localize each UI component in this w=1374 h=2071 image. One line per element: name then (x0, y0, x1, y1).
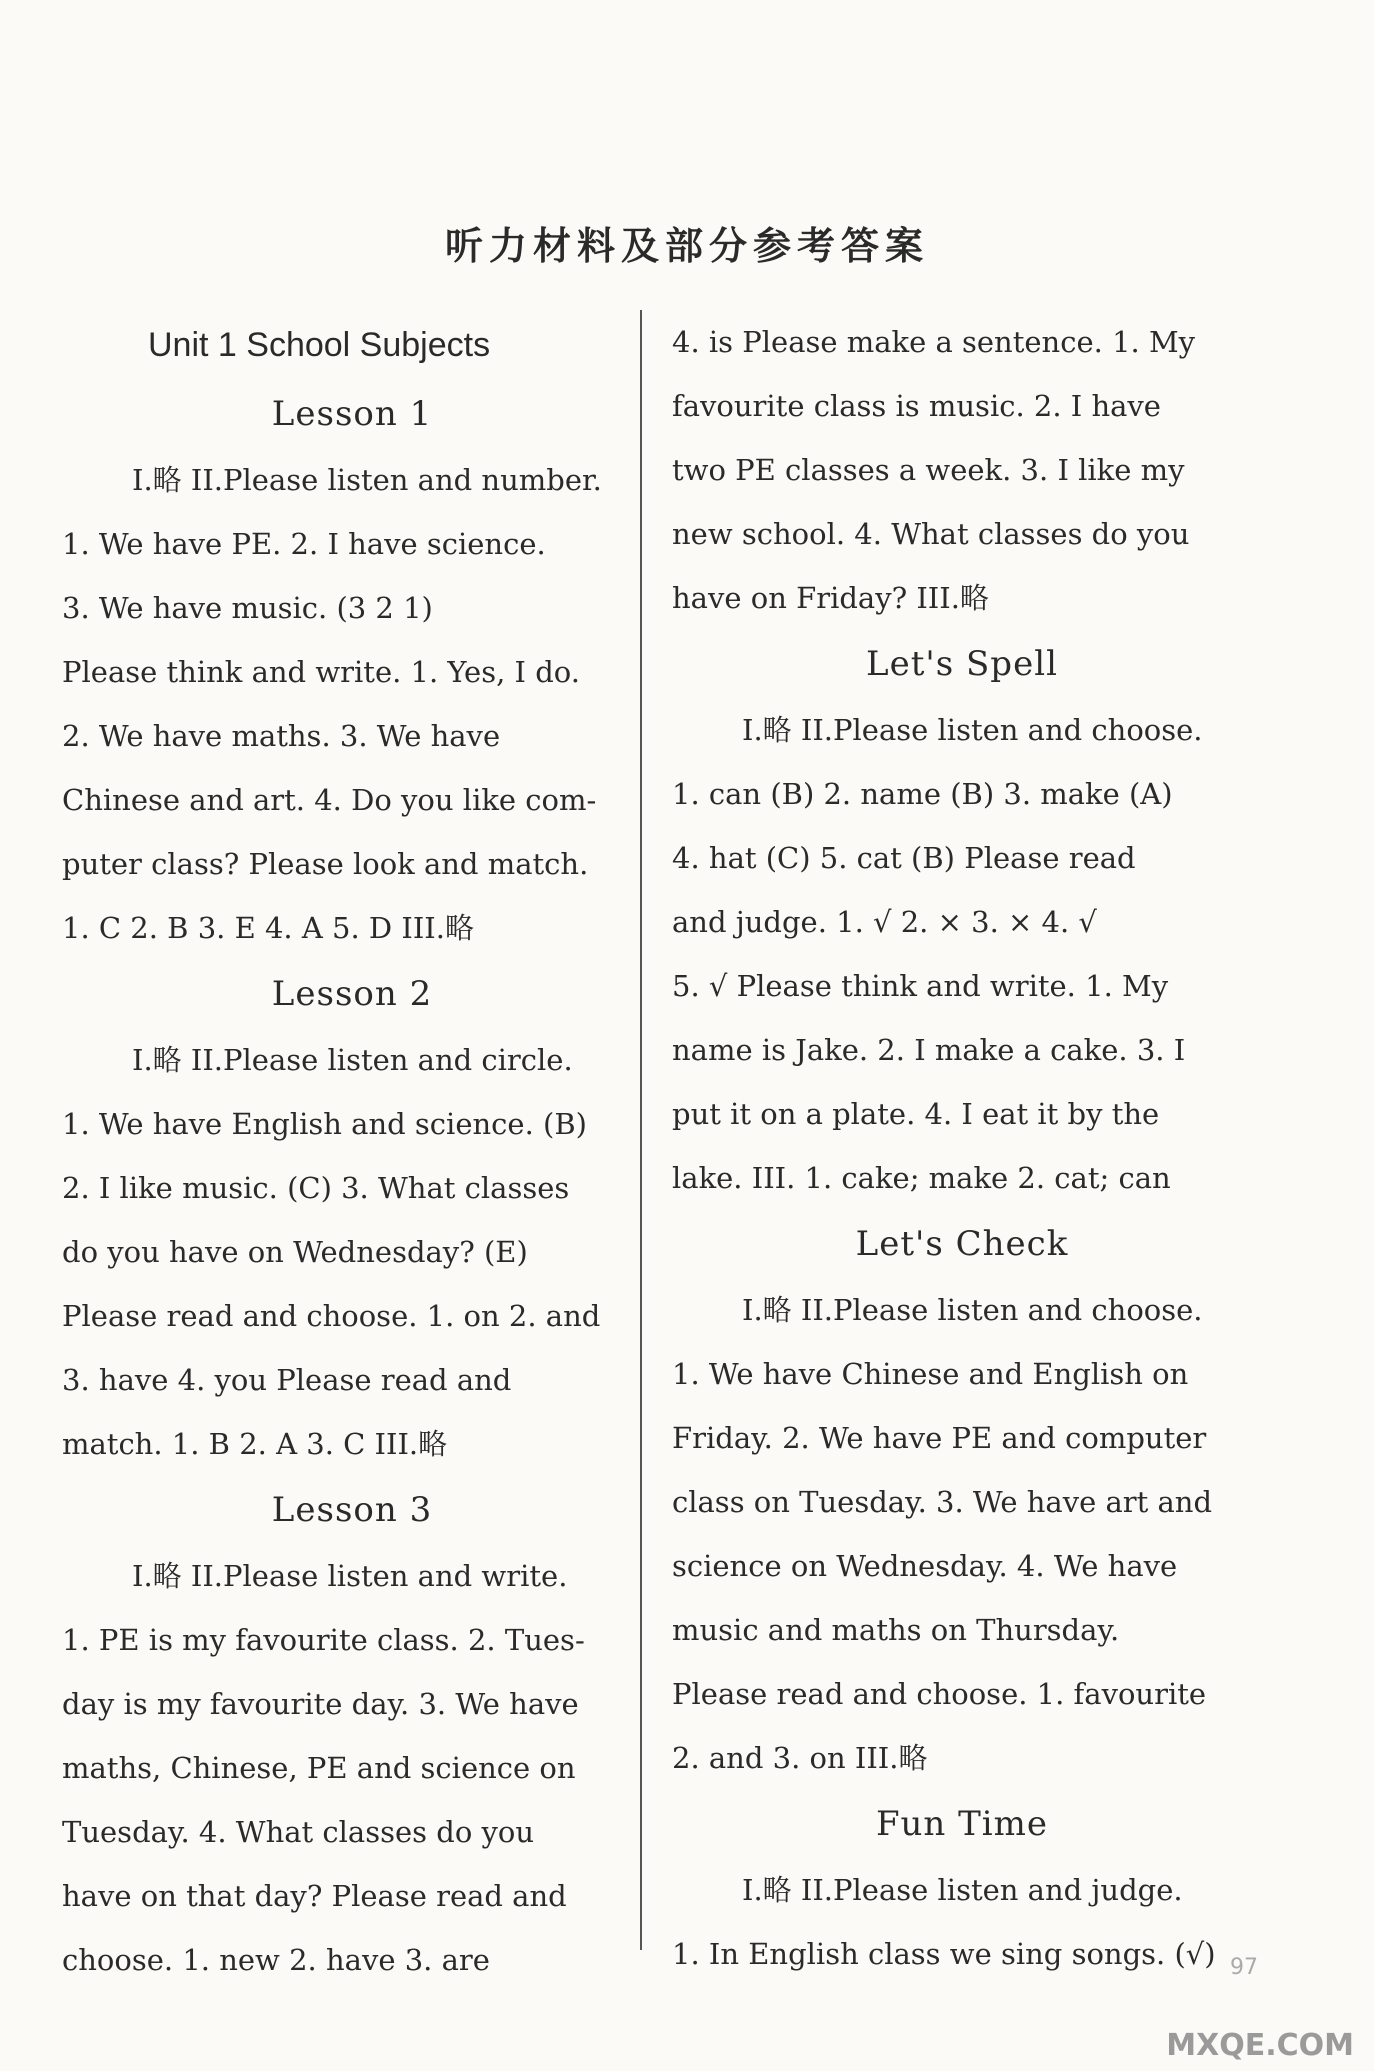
watermark-logo: MXQE.COM (1166, 2028, 1354, 2063)
answer-line: Please read and choose. 1. on 2. and (62, 1299, 601, 1333)
answer-line: I.略 II.Please listen and choose. (742, 1293, 1203, 1327)
right-column (672, 310, 1252, 1986)
answer-line: do you have on Wednesday? (E) (62, 1235, 528, 1269)
answer-line: new school. 4. What classes do you (672, 517, 1190, 551)
answer-line: choose. 1. new 2. have 3. are (62, 1943, 490, 1977)
answer-line: 1. PE is my favourite class. 2. Tues- (62, 1623, 585, 1657)
answer-line: I.略 II.Please listen and judge. (742, 1873, 1183, 1907)
answer-line: and judge. 1. √ 2. × 3. × 4. √ (672, 905, 1097, 939)
answer-line: put it on a plate. 4. I eat it by the (672, 1097, 1160, 1131)
answer-line: Friday. 2. We have PE and computer (672, 1421, 1207, 1455)
answer-line: I.略 II.Please listen and circle. (132, 1043, 573, 1077)
answer-line: name is Jake. 2. I make a cake. 3. I (672, 1033, 1186, 1067)
lets-spell-title: Let's Spell (866, 644, 1058, 684)
answer-line: lake. III. 1. cake; make 2. cat; can (672, 1161, 1171, 1195)
lesson-2-title: Lesson 2 (271, 974, 433, 1014)
answer-line: 4. hat (C) 5. cat (B) Please read (672, 841, 1136, 875)
column-divider (640, 310, 642, 1950)
page-title: 听力材料及部分参考答案 (444, 224, 929, 268)
answer-line: day is my favourite day. 3. We have (62, 1687, 579, 1721)
lesson-3-title: Lesson 3 (271, 1490, 433, 1530)
unit-title: Unit 1 School Subjects (148, 326, 491, 364)
answer-line: two PE classes a week. 3. I like my (672, 453, 1185, 487)
answer-line: 2. We have maths. 3. We have (62, 719, 501, 753)
fun-time-title: Fun Time (875, 1804, 1049, 1844)
answer-line: 1. We have English and science. (B) (62, 1107, 587, 1141)
answer-line: Chinese and art. 4. Do you like com- (62, 783, 597, 817)
answer-line: 5. √ Please think and write. 1. My (672, 969, 1169, 1003)
answer-line: 1. We have Chinese and English on (672, 1357, 1189, 1391)
answer-line: science on Wednesday. 4. We have (672, 1549, 1178, 1583)
answer-line: have on Friday? III.略 (672, 581, 989, 615)
answer-line: I.略 II.Please listen and choose. (742, 713, 1203, 747)
answer-line: 1. In English class we sing songs. (√) (672, 1937, 1216, 1971)
answer-line: puter class? Please look and match. (62, 847, 589, 881)
answer-line: class on Tuesday. 3. We have art and (672, 1485, 1213, 1519)
answer-line: have on that day? Please read and (62, 1879, 567, 1913)
answer-line: 4. is Please make a sentence. 1. My (672, 325, 1196, 359)
lets-check-title: Let's Check (855, 1224, 1069, 1264)
page-number: 97 (1230, 1955, 1258, 1980)
answer-line: music and maths on Thursday. (672, 1613, 1120, 1647)
left-column (62, 310, 642, 1992)
answer-line: 2. I like music. (C) 3. What classes (62, 1171, 570, 1205)
answer-line: Tuesday. 4. What classes do you (62, 1815, 535, 1849)
answer-line: I.略 II.Please listen and write. (132, 1559, 568, 1593)
answer-line: match. 1. B 2. A 3. C III.略 (62, 1427, 448, 1461)
answer-line: maths, Chinese, PE and science on (62, 1751, 576, 1785)
answer-line: Please think and write. 1. Yes, I do. (62, 655, 580, 689)
answer-line: Please read and choose. 1. favourite (672, 1677, 1207, 1711)
answer-line: 3. We have music. (3 2 1) (62, 591, 433, 625)
answer-line: 1. We have PE. 2. I have science. (62, 527, 546, 561)
answer-line: favourite class is music. 2. I have (672, 389, 1161, 423)
answer-line: 1. C 2. B 3. E 4. A 5. D III.略 (62, 911, 474, 945)
answer-line: 2. and 3. on III.略 (672, 1741, 928, 1775)
answer-line: I.略 II.Please listen and number. (132, 463, 602, 497)
answer-line: 3. have 4. you Please read and (62, 1363, 512, 1397)
lesson-1-title: Lesson 1 (271, 394, 433, 434)
answer-line: 1. can (B) 2. name (B) 3. make (A) (672, 777, 1173, 811)
